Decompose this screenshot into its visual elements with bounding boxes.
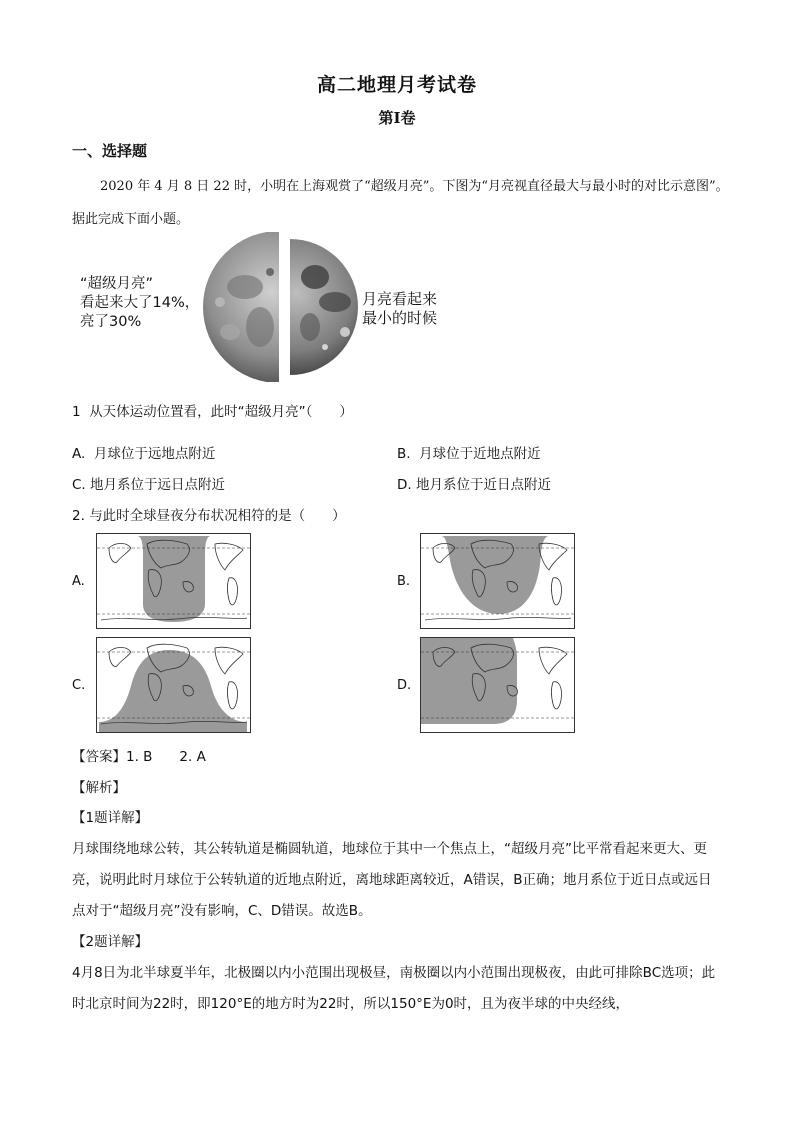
question-2-number: 2.: [72, 508, 85, 524]
question-2-text: 与此时全球昼夜分布状况相符的是（ ）: [89, 508, 346, 524]
q1-option-a: A. 月球位于远地点附近: [72, 446, 216, 462]
answer-text: 1. B 2. A: [126, 749, 206, 765]
super-moon-label: “超级月亮” 看起来大了14%， 亮了30%: [80, 276, 200, 330]
detail-2-title: 【2题详解】: [72, 934, 149, 950]
question-1-text: 从天体运动位置看，此时“超级月亮”（ ）: [89, 404, 353, 420]
map-option-a: [96, 533, 251, 629]
question-1: [72, 400, 353, 420]
detail-2-text: 4月8日为北半球夏半年，北极圈以内小范围出现极昼，南极圈以内小范围出现极夜，由此可排除BC选项；此时北京时间为22时，即120°E的地方时为22时，所以150°E为0时，且为夜半球的中央经线，: [72, 965, 716, 1012]
question-1-number: 1: [72, 404, 81, 420]
map-option-b: [420, 533, 575, 629]
paper-title: 高二地理月考试卷: [316, 74, 477, 96]
map-label-c: C.: [72, 678, 86, 693]
small-moon-label: 月亮看起来 最小的时候: [362, 290, 438, 327]
detail-1-title: 【1题详解】: [72, 810, 149, 826]
q1-option-b: B. 月球位于近地点附近: [397, 446, 541, 462]
map-label-d: D.: [397, 678, 412, 693]
map-label-b: B.: [397, 574, 411, 589]
question-2: [72, 504, 346, 524]
answer-line: [72, 745, 206, 765]
question-stem: 2020 年 4 月 8 日 22 时，小明在上海观赏了“超级月亮”。下图为“月亮视直径最大与最小时的对比示意图”。据此完成下面小题。: [72, 179, 729, 227]
volume-label: 第I卷: [378, 109, 416, 127]
detail-1-text: 月球围绕地球公转，其公转轨道是椭圆轨道，地球位于其中一个焦点上，“超级月亮”比平常看起来更大、更亮，说明此时月球位于公转轨道的近地点附近，离地球距离较近，A错误，B正确；地月系位于近日点或远日点对于“超级月亮”没有影响，C、D错误。故选B。: [72, 841, 712, 919]
answer-label: 【答案】: [72, 749, 126, 765]
q1-option-d: D. 地月系位于近日点附近: [397, 477, 551, 493]
analysis-label: 【解析】: [72, 780, 126, 796]
map-option-d: [420, 637, 575, 733]
section-title: 一、选择题: [72, 142, 148, 160]
map-option-c: [96, 637, 251, 733]
map-label-a: A.: [72, 574, 85, 589]
q1-option-c: C. 地月系位于远日点附近: [72, 477, 226, 493]
